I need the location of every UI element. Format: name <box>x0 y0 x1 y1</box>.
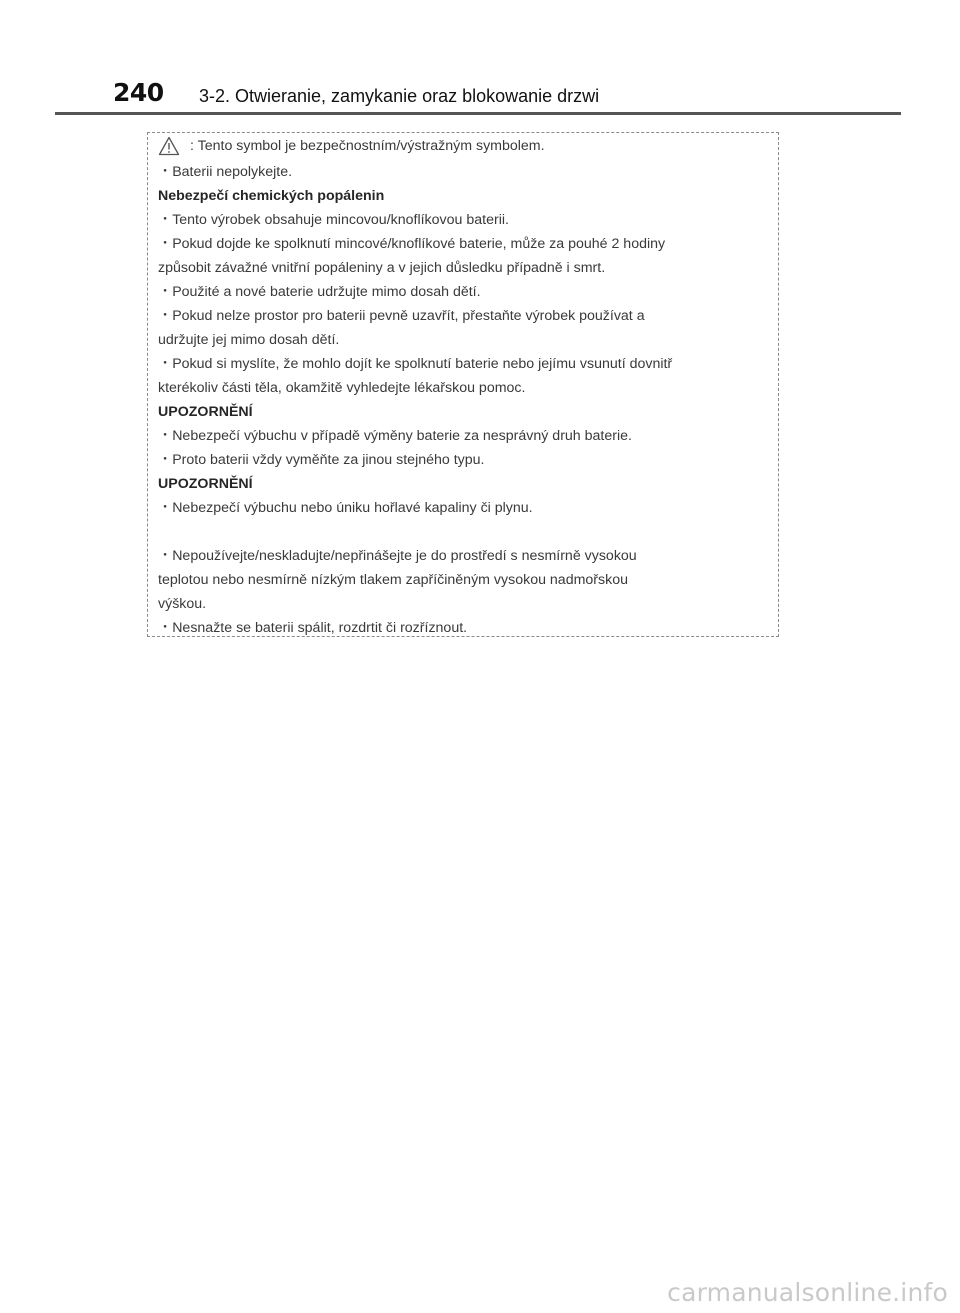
warning-line: ・Tento výrobek obsahuje mincovou/knoflíkovou baterii. <box>158 212 509 228</box>
warning-line: ・Nepoužívejte/neskladujte/nepřinášejte je do prostředí s nesmírně vysokou <box>158 548 637 564</box>
watermark: carmanualsonline.info <box>667 1278 948 1307</box>
warning-line: kterékoliv části těla, okamžitě vyhledejte lékařskou pomoc. <box>158 380 526 396</box>
warning-line: způsobit závažné vnitřní popáleniny a v jejich důsledku případně i smrt. <box>158 260 606 276</box>
warning-line: ・Pokud si myslíte, že mohlo dojít ke spolknutí baterie nebo jejímu vsunutí dovnitř <box>158 356 673 372</box>
warning-line: ・Použité a nové baterie udržujte mimo dosah dětí. <box>158 284 481 300</box>
warning-symbol-text: : Tento symbol je bezpečnostním/výstražným symbolem. <box>190 138 545 154</box>
warning-line: udržujte jej mimo dosah dětí. <box>158 332 340 348</box>
warning-line: ・Nesnažte se baterii spálit, rozdrtit či rozříznout. <box>158 620 468 636</box>
warning-line: teplotou nebo nesmírně nízkým tlakem zapříčiněným vysokou nadmořskou <box>158 572 628 588</box>
header-divider <box>55 112 901 115</box>
page-header <box>0 0 960 120</box>
warning-triangle-icon <box>158 136 180 156</box>
warning-line: ・Baterii nepolykejte. <box>158 164 293 180</box>
warning-line: ・Pokud nelze prostor pro baterii pevně uzavřít, přestaňte výrobek používat a <box>158 308 645 324</box>
warning-heading: UPOZORNĚNÍ <box>158 404 253 420</box>
warning-symbol-row <box>158 135 545 157</box>
warning-line: ・Pokud dojde ke spolknutí mincové/knoflíkové baterie, může za pouhé 2 hodiny <box>158 236 666 252</box>
warning-line: ・Proto baterii vždy vyměňte za jinou stejného typu. <box>158 452 485 468</box>
section-title: 3-2. Otwieranie, zamykanie oraz blokowanie drzwi <box>199 86 600 106</box>
warning-line: výškou. <box>158 596 207 612</box>
warning-heading: Nebezpečí chemických popálenin <box>158 188 385 204</box>
warning-box <box>147 132 779 637</box>
warning-line: ・Nebezpečí výbuchu v případě výměny baterie za nesprávný druh baterie. <box>158 428 632 444</box>
warning-line: ・Nebezpečí výbuchu nebo úniku hořlavé kapaliny či plynu. <box>158 500 533 516</box>
page-number: 240 <box>113 78 164 107</box>
warning-heading: UPOZORNĚNÍ <box>158 476 253 492</box>
